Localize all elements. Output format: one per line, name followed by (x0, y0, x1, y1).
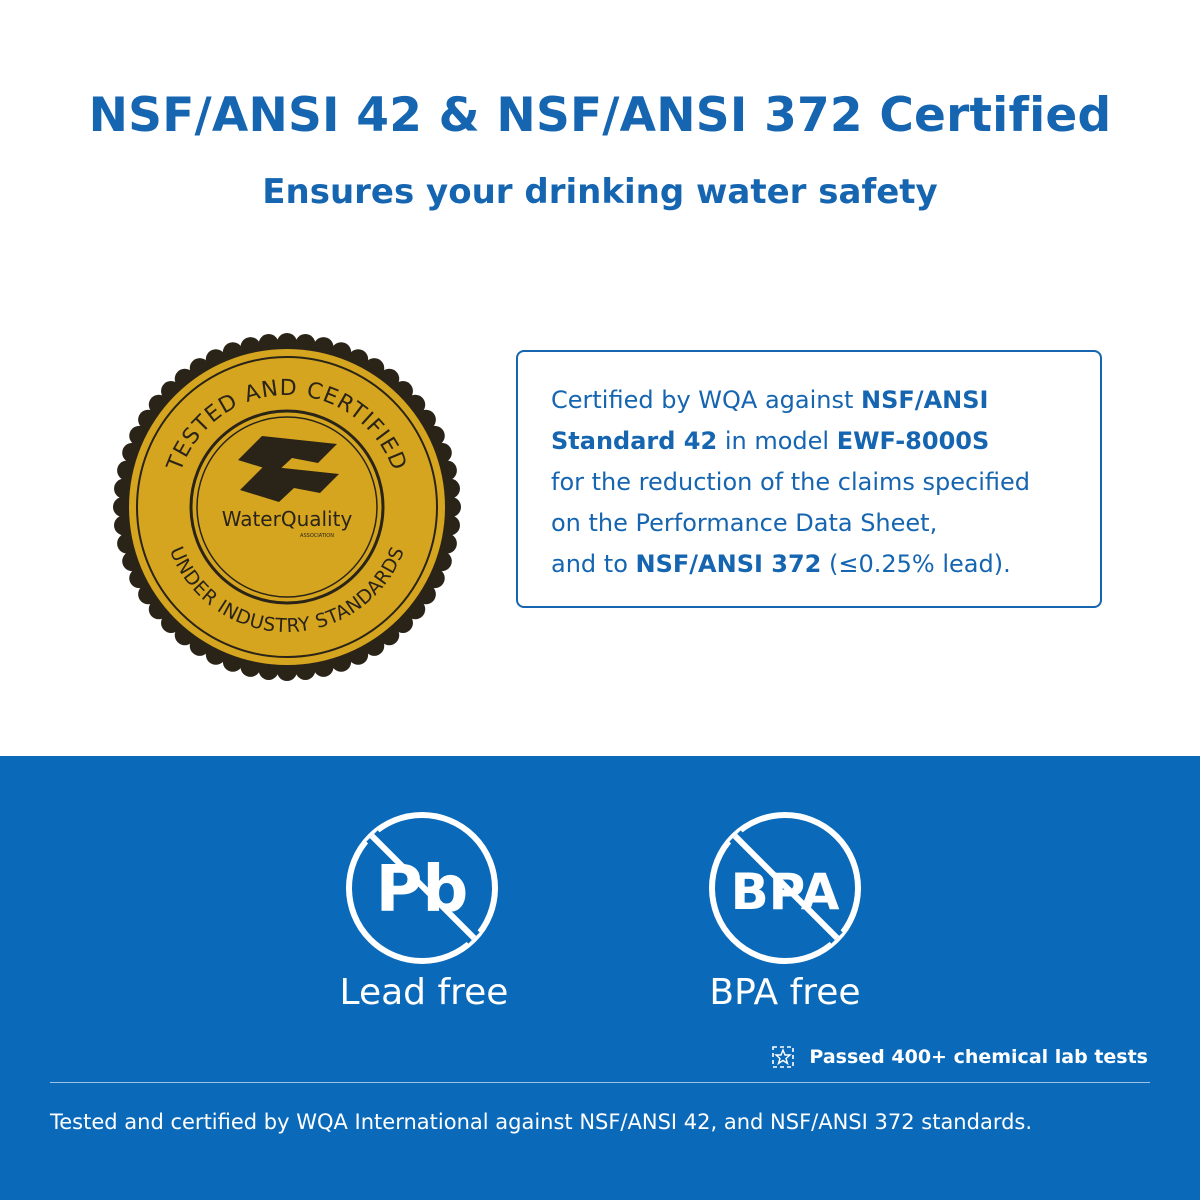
seal-brand-subtext: ASSOCIATION (300, 533, 334, 539)
certification-footnote: Tested and certified by WQA International against NSF/ANSI 42, and NSF/ANSI 372 standards. (50, 1110, 1033, 1134)
cert-line: Standard 42 in model EWF-8000S (551, 427, 990, 455)
seal-top-text: TESTED AND CERTIFIED (162, 375, 412, 475)
page-title: NSF/ANSI 42 & NSF/ANSI 372 Certified (88, 88, 1112, 143)
seal-bottom-text: UNDER INDUSTRY STANDARDS (164, 543, 410, 638)
page-subtitle: Ensures your drinking water safety (262, 172, 938, 212)
seal-brand-text: WaterQuality (221, 507, 353, 531)
no-bpa-icon (705, 808, 865, 968)
passed-tests-text: Passed 400+ chemical lab tests (809, 1046, 1148, 1068)
wqa-certification-seal (112, 332, 462, 682)
cert-line: on the Performance Data Sheet, (551, 509, 938, 537)
cert-line: and to NSF/ANSI 372 (≤0.25% lead). (551, 550, 1011, 578)
no-lead-icon (342, 808, 502, 968)
bpa-free-label: BPA free (709, 972, 861, 1013)
passed-tests-note (771, 1045, 1148, 1069)
certification-statement-box (516, 350, 1102, 608)
cert-line: Certified by WQA against NSF/ANSI (551, 386, 989, 414)
svg-text:BPA: BPA (730, 863, 840, 921)
footer-divider (50, 1082, 1150, 1083)
star-badge-icon (771, 1045, 795, 1069)
cert-line: for the reduction of the claims specified (551, 468, 1031, 496)
svg-text:Pb: Pb (375, 853, 469, 927)
lead-free-label: Lead free (339, 972, 509, 1013)
